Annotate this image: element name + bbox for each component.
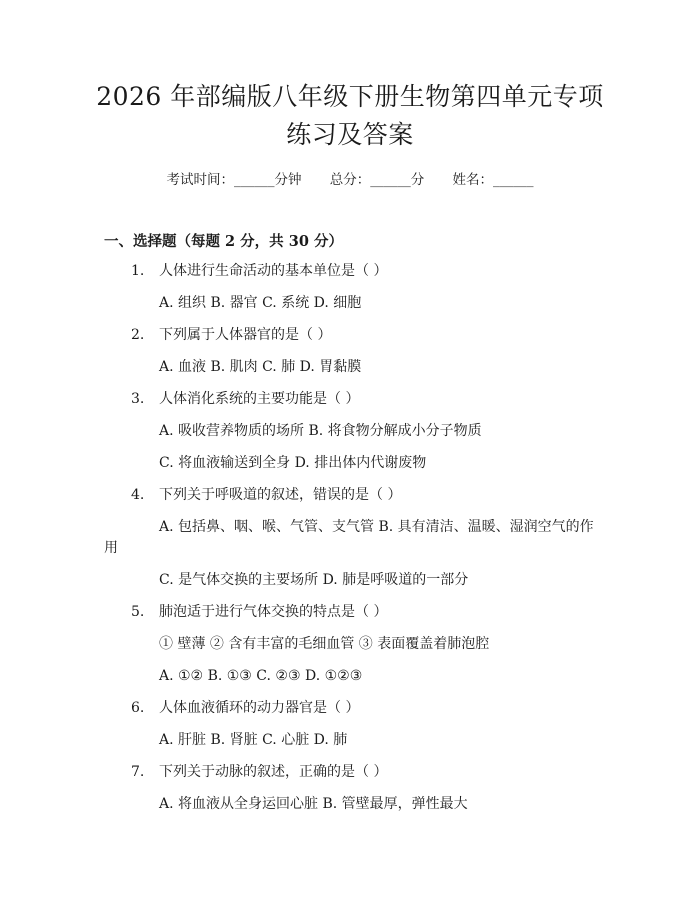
question-text: 下列属于人体器官的是（ ） bbox=[159, 327, 332, 343]
question-number: 7. bbox=[131, 764, 145, 780]
section-title-choice: 一、选择题（每题 2 分，共 30 分） bbox=[104, 233, 343, 250]
exam-time-field: 考试时间：______分钟 bbox=[166, 172, 302, 188]
question-5 bbox=[131, 602, 387, 622]
question-number: 3. bbox=[131, 391, 145, 407]
question-text: 人体进行生命活动的基本单位是（ ） bbox=[159, 263, 388, 279]
question-text: 下列关于动脉的叙述，正确的是（ ） bbox=[159, 764, 388, 780]
question-text: 肺泡适于进行气体交换的特点是（ ） bbox=[159, 604, 388, 620]
question-4-options-line1: A. 包括鼻、咽、喉、气管、支气管 B. 具有清洁、温暖、湿润空气的作 bbox=[159, 519, 594, 535]
exam-meta bbox=[0, 168, 700, 188]
question-number: 6. bbox=[131, 700, 145, 716]
question-4-options-line2: C. 是气体交换的主要场所 D. 肺是呼吸道的一部分 bbox=[159, 572, 469, 588]
question-3 bbox=[131, 389, 359, 409]
total-score-field: 总分：______分 bbox=[329, 172, 425, 188]
question-text: 下列关于呼吸道的叙述，错误的是（ ） bbox=[159, 487, 402, 503]
question-7 bbox=[131, 762, 387, 782]
question-4 bbox=[131, 485, 401, 505]
question-5-statements: ① 壁薄 ② 含有丰富的毛细血管 ③ 表面覆盖着肺泡腔 bbox=[159, 636, 490, 652]
page-title-line2: 练习及答案 bbox=[286, 120, 414, 149]
question-number: 1. bbox=[131, 263, 145, 279]
question-number: 2. bbox=[131, 327, 145, 343]
page-title-line1: 2026 年部编版八年级下册生物第四单元专项 bbox=[96, 82, 604, 111]
question-number: 5. bbox=[131, 604, 145, 620]
question-1 bbox=[131, 261, 387, 281]
question-2 bbox=[131, 325, 331, 345]
question-1-options: A. 组织 B. 器官 C. 系统 D. 细胞 bbox=[159, 295, 362, 311]
name-field: 姓名：______ bbox=[452, 172, 534, 188]
question-6 bbox=[131, 698, 359, 718]
question-4-options-wrap: 用 bbox=[104, 540, 118, 556]
question-3-options-line2: C. 将血液输送到全身 D. 排出体内代谢废物 bbox=[159, 455, 427, 471]
question-5-options: A. ①② B. ①③ C. ②③ D. ①②③ bbox=[159, 668, 363, 684]
question-number: 4. bbox=[131, 487, 145, 503]
question-2-options: A. 血液 B. 肌肉 C. 肺 D. 胃黏膜 bbox=[159, 359, 362, 375]
question-text: 人体血液循环的动力器官是（ ） bbox=[159, 700, 360, 716]
question-7-options: A. 将血液从全身运回心脏 B. 管壁最厚，弹性最大 bbox=[159, 796, 468, 812]
question-text: 人体消化系统的主要功能是（ ） bbox=[159, 391, 360, 407]
question-6-options: A. 肝脏 B. 肾脏 C. 心脏 D. 肺 bbox=[159, 732, 348, 748]
question-3-options-line1: A. 吸收营养物质的场所 B. 将食物分解成小分子物质 bbox=[159, 423, 482, 439]
